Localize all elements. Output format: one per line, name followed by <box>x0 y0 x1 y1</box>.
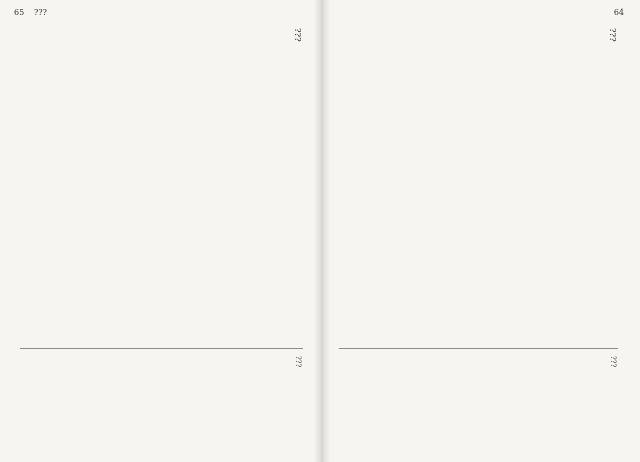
right-body-text: ??? <box>607 28 617 42</box>
left-body-text: ??? <box>292 28 302 42</box>
left-footnotes: ??? <box>294 356 302 368</box>
left-footnote-divider <box>20 348 303 349</box>
right-footnotes: ??? <box>609 356 617 368</box>
right-footnote-divider <box>339 348 618 349</box>
running-head: ??? <box>34 8 47 17</box>
right-page <box>321 0 640 462</box>
book-gutter <box>314 0 330 462</box>
left-page-number: 65 <box>14 8 25 17</box>
right-page-number: 64 <box>613 8 624 17</box>
